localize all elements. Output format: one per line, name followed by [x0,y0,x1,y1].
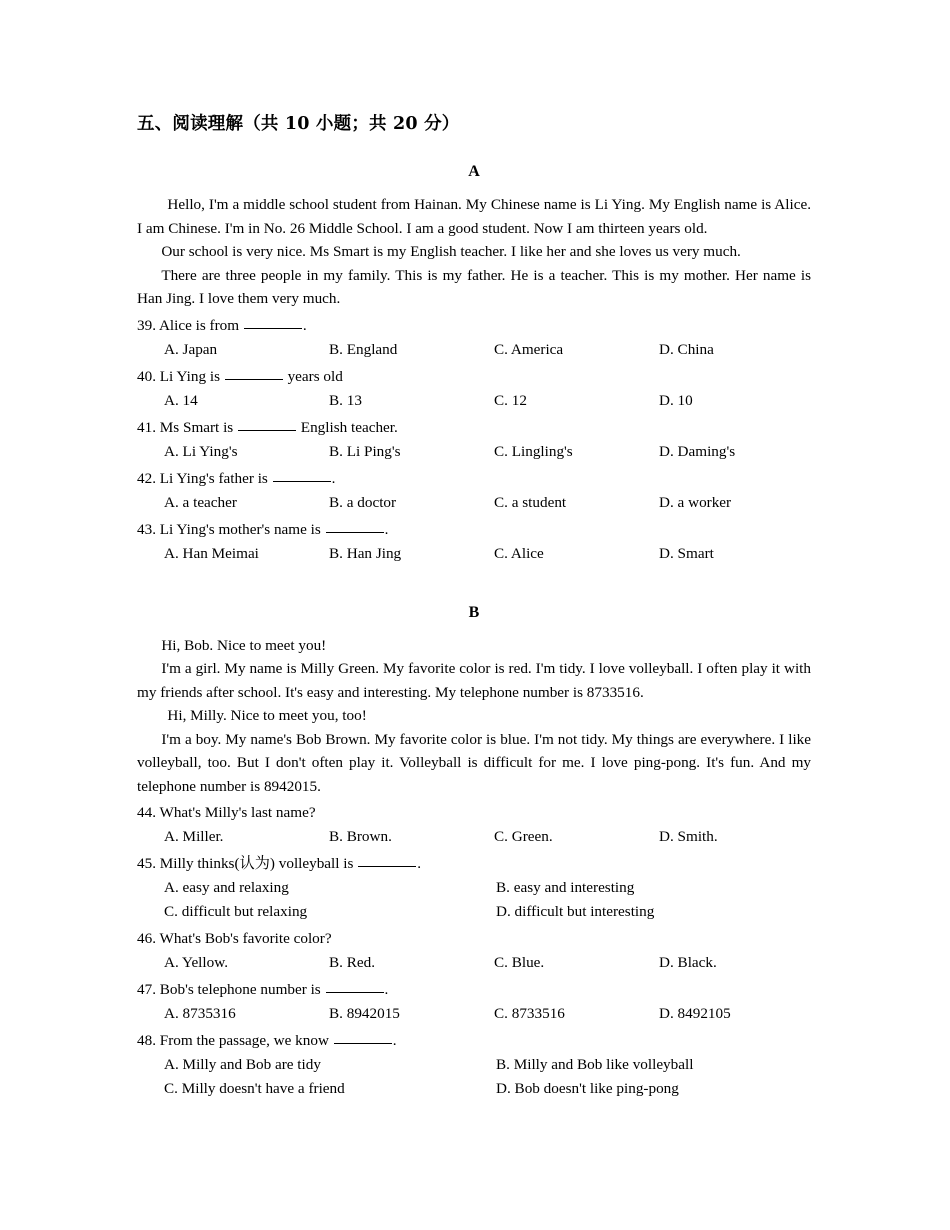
question-45-stem-post: . [417,855,422,872]
question-48-options-row1 [137,1053,811,1077]
question-42-stem [137,467,811,491]
question-48-options-row2 [137,1077,811,1101]
passage-a-paragraph: Hello, I'm a middle school student from Hainan. My Chinese name is Li Ying. My English name is Alice. I am Chinese. I'm in No. 26 Middle School. I am a good student. Now I am thirteen years old. [137,196,811,237]
question-43-stem [137,518,811,542]
answer-blank[interactable] [334,1043,392,1044]
exam-page [137,110,811,1101]
answer-blank[interactable] [238,430,296,431]
question-40-options [137,389,811,413]
passage-b [137,604,811,1102]
question-42-options [137,491,811,515]
passage-b-paragraph: Hi, Milly. Nice to meet you, too! [167,707,367,724]
option-c[interactable]: C. Lingling's [494,442,573,460]
question-41-stem-post: English teacher. [297,418,398,436]
question-47-options [137,1002,811,1026]
question-47-stem-post: . [384,981,389,998]
question-45-options-row1 [137,876,811,900]
answer-blank[interactable] [326,532,384,533]
question-47-stem [137,978,811,1002]
option-d[interactable]: D. difficult but interesting [496,903,655,920]
question-47-stem-pre: 47. Bob's telephone number is [137,981,325,998]
option-a[interactable]: A. easy and relaxing [164,879,289,896]
option-b[interactable]: B. Brown. [329,828,392,845]
option-a[interactable]: A. a teacher [164,493,237,511]
question-45-stem-pre: 45. Milly thinks(认为) volleyball is [137,855,358,872]
question-44-stem-pre: 44. What's Milly's last name? [137,804,316,821]
option-a[interactable]: A. 8735316 [164,1005,236,1022]
option-c[interactable]: C. Milly doesn't have a friend [164,1080,345,1097]
question-46-stem [137,927,811,951]
option-c[interactable]: C. 12 [494,391,527,409]
question-40-stem-post: years old [283,367,343,385]
option-b[interactable]: B. Li Ping's [329,442,401,460]
option-a[interactable]: A. Yellow. [164,954,228,971]
option-b[interactable]: B. 8942015 [329,1005,400,1022]
option-c[interactable]: C. America [494,340,564,358]
question-39-stem-post: . [302,316,307,334]
option-b[interactable]: B. easy and interesting [496,879,635,896]
question-39-stem [137,314,811,338]
option-d[interactable]: D. China [659,340,714,358]
answer-blank[interactable] [358,866,416,867]
option-a[interactable]: A. Japan [164,340,218,358]
option-d[interactable]: D. 10 [659,391,693,409]
question-48-stem-post: . [392,1032,397,1049]
option-d[interactable]: D. Smith. [659,828,718,845]
option-a[interactable]: A. Miller. [164,828,224,845]
passage-a-paragraph: There are three people in my family. This is my father. He is a teacher. This is my mother. Her name is Han Jing. I love them very much. [137,266,811,307]
question-39-stem-pre: 39. Alice is from [137,316,243,334]
option-a[interactable]: A. Han Meimai [164,544,259,562]
question-46-options [137,951,811,975]
option-c[interactable]: C. Alice [494,544,544,562]
option-d[interactable]: D. Smart [659,544,714,562]
question-44-options [137,825,811,849]
question-43 [137,518,811,566]
option-c[interactable]: C. 8733516 [494,1005,565,1022]
option-d[interactable]: D. Black. [659,954,717,971]
answer-blank[interactable] [273,481,331,482]
option-a[interactable]: A. Li Ying's [164,442,238,460]
question-43-options [137,542,811,566]
passage-a [137,163,811,566]
question-41-stem-pre: 41. Ms Smart is [137,418,237,436]
option-c[interactable]: C. difficult but relaxing [164,903,308,920]
option-d[interactable]: D. Daming's [659,442,736,460]
question-40-stem-pre: 40. Li Ying is [137,367,224,385]
question-42-stem-post: . [331,469,336,487]
question-41 [137,416,811,464]
question-39-options [137,338,811,362]
question-48-stem [137,1029,811,1053]
question-40-stem [137,365,811,389]
question-43-stem-post: . [384,520,389,538]
question-45-stem [137,852,811,876]
option-b[interactable]: B. a doctor [329,493,397,511]
question-46 [137,927,811,975]
answer-blank[interactable] [225,379,283,380]
question-39 [137,314,811,362]
question-45 [137,852,811,924]
question-42 [137,467,811,515]
question-45-options-row2 [137,900,811,924]
question-44-stem [137,801,811,825]
answer-blank[interactable] [326,992,384,993]
question-41-options [137,440,811,464]
option-d[interactable]: D. 8492105 [659,1005,731,1022]
option-b[interactable]: B. Milly and Bob like volleyball [496,1056,694,1073]
question-42-stem-pre: 42. Li Ying's father is [137,469,272,487]
section-heading: 五、阅读理解（共 10 小题；共 20 分） [137,114,460,134]
option-c[interactable]: C. Green. [494,828,553,845]
answer-blank[interactable] [244,328,302,329]
option-b[interactable]: B. Han Jing [329,544,402,562]
option-b[interactable]: B. 13 [329,391,362,409]
question-40 [137,365,811,413]
question-46-stem-pre: 46. What's Bob's favorite color? [137,930,332,947]
passage-b-label: B [468,603,480,621]
question-43-stem-pre: 43. Li Ying's mother's name is [137,520,325,538]
option-b[interactable]: B. England [329,340,398,358]
option-d[interactable]: D. a worker [659,493,732,511]
question-44 [137,801,811,849]
question-47 [137,978,811,1026]
option-d[interactable]: D. Bob doesn't like ping-pong [496,1080,679,1097]
passage-b-paragraph: Hi, Bob. Nice to meet you! [161,636,327,654]
passage-b-paragraph: I'm a girl. My name is Milly Green. My favorite color is red. I'm tidy. I love volleyball. I often play it with my friends after school. It's easy and interesting. My telephone number is 8733516. [137,660,811,701]
option-c[interactable]: C. a student [494,493,567,511]
question-48-stem-pre: 48. From the passage, we know [137,1032,333,1049]
passage-a-label: A [468,163,480,180]
option-b[interactable]: B. Red. [329,954,375,971]
option-c[interactable]: C. Blue. [494,954,545,971]
option-a[interactable]: A. 14 [164,391,198,409]
question-48 [137,1029,811,1101]
question-41-stem [137,416,811,440]
passage-a-paragraph: Our school is very nice. Ms Smart is my English teacher. I like her and she loves us very much. [161,243,741,260]
passage-b-paragraph: I'm a boy. My name's Bob Brown. My favorite color is blue. I'm not tidy. My things are everywhere. I like volleyball, too. But I don't often play it. Volleyball is difficult for me. I love ping-pong. It's fun. And my telephone number is 8942015. [137,730,811,795]
option-a[interactable]: A. Milly and Bob are tidy [164,1056,321,1073]
